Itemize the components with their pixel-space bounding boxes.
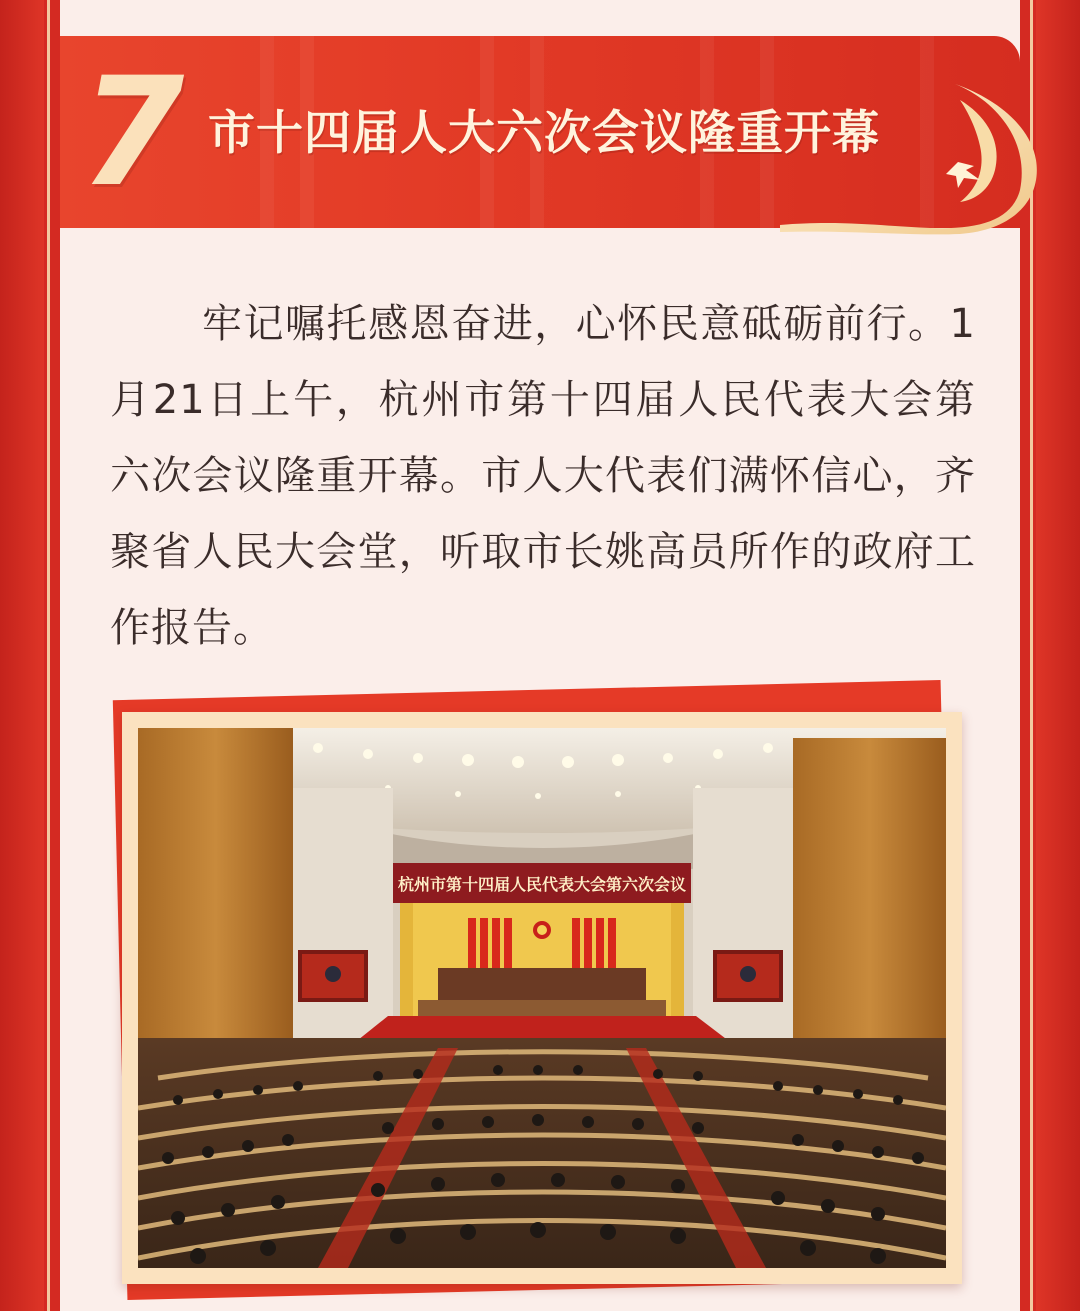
section-title: 市十四届人大六次会议隆重开幕 [208, 106, 880, 161]
section-number: 7 [80, 46, 185, 220]
assembly-hall-photo [138, 728, 946, 1268]
left-red-border [0, 0, 44, 1311]
right-red-border [1036, 0, 1080, 1311]
photo-frame [122, 712, 962, 1284]
left-gold-line [47, 0, 50, 1311]
body-paragraph: 牢记嘱托感恩奋进，心怀民意砥砺前行。1月21日上午，杭州市第十四届人民代表大会第六次会议隆重开幕。市人大代表们满怀信心，齐聚省人民大会堂，听取市长姚高员所作的政府工作报告。 [110, 301, 976, 651]
ribbon-bird-icon [780, 80, 1040, 240]
stage-banner-text: 杭州市第十四届人民代表大会第六次会议 [397, 875, 687, 894]
